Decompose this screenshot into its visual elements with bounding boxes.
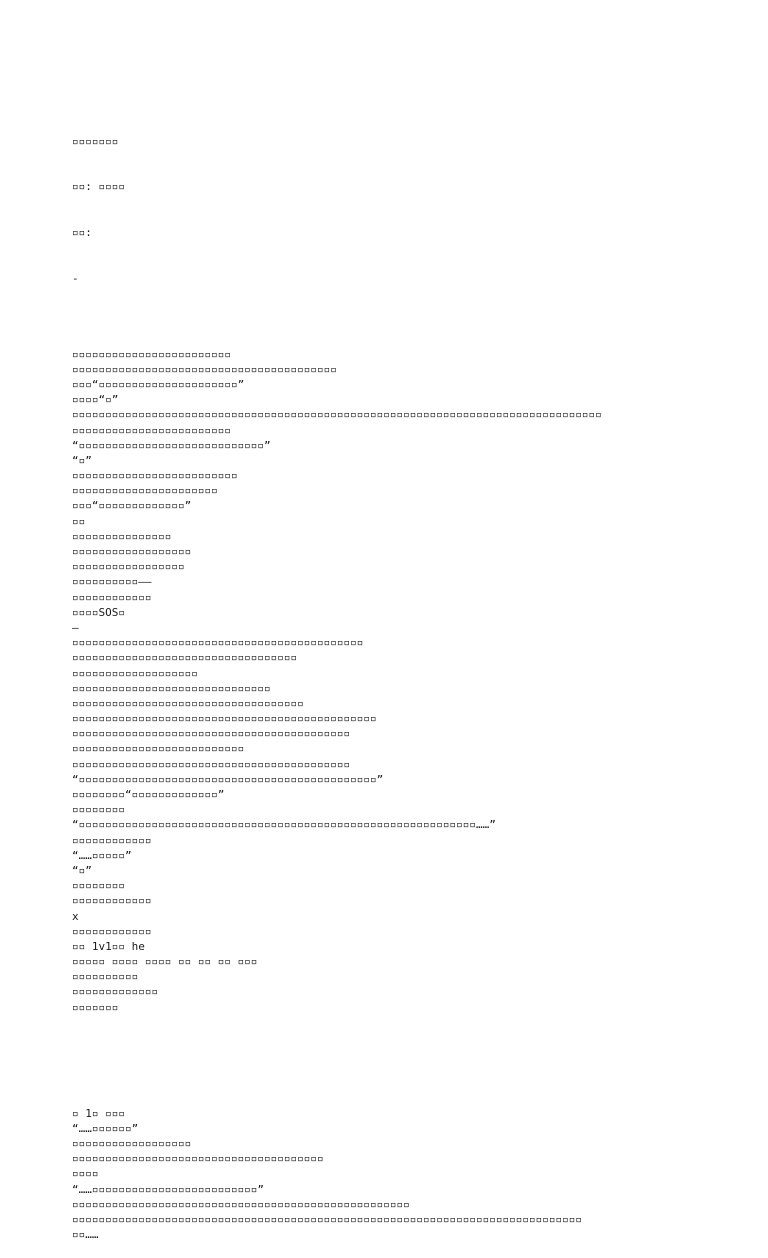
document-body bbox=[72, 73, 602, 1258]
text-line: ▫▫▫▫▫▫▫▫▫▫▫▫▫▫▫▫▫▫▫▫▫▫▫▫ bbox=[72, 347, 231, 361]
text-line: ▫▫▫▫▫▫▫▫▫▫▫▫▫▫▫▫▫▫▫▫▫▫▫▫▫▫▫▫▫▫▫▫▫▫▫▫▫▫▫▫▫▫▫▫▫▫▫▫▫▫▫▫▫▫▫▫▫▫▫▫▫▫▫▫▫▫▫▫▫▫▫▫▫▫▫▫▫▫▫▫ bbox=[72, 408, 602, 422]
header-line: ▫▫: ▫▫▫▫ bbox=[72, 180, 125, 194]
text-line: ▫▫▫▫▫▫▫▫▫▫▫▫ bbox=[72, 833, 152, 847]
text-line: “▫▫▫▫▫▫▫▫▫▫▫▫▫▫▫▫▫▫▫▫▫▫▫▫▫▫▫▫▫▫▫▫▫▫▫▫▫▫▫▫▫▫▫▫▫▫▫▫▫▫▫▫▫▫▫▫▫▫▫▫……” bbox=[72, 818, 496, 832]
text-line: “……▫▫▫▫▫▫▫▫▫▫▫▫▫▫▫▫▫▫▫▫▫▫▫▫▫” bbox=[72, 1182, 265, 1196]
text-line: “……▫▫▫▫▫” bbox=[72, 848, 132, 862]
text-line: “……▫▫▫▫▫▫” bbox=[72, 1121, 139, 1135]
text-line: ▫▫▫▫▫▫▫▫▫▫▫▫▫▫▫▫▫▫▫ bbox=[72, 666, 198, 680]
header-line: ▫▫▫▫▫▫▫ bbox=[72, 134, 119, 148]
text-line: ▫▫▫▫▫▫▫▫▫▫▫▫▫▫▫▫▫▫▫▫▫▫▫▫▫▫▫▫▫▫▫▫▫▫▫▫▫▫▫▫▫▫ bbox=[72, 757, 351, 771]
text-line: “▫▫▫▫▫▫▫▫▫▫▫▫▫▫▫▫▫▫▫▫▫▫▫▫▫▫▫▫▫▫▫▫▫▫▫▫▫▫▫▫▫▫▫▫▫” bbox=[72, 772, 384, 786]
text-line: ▫▫▫▫▫▫▫▫▫▫▫▫▫▫▫▫▫▫▫▫▫▫ bbox=[72, 484, 218, 498]
text-line: ▫▫▫▫SOS▫ bbox=[72, 605, 125, 619]
text-line: x bbox=[72, 909, 79, 923]
text-line: ▫▫▫▫▫▫▫▫▫▫▫▫▫ bbox=[72, 985, 159, 999]
chapter-text bbox=[72, 1106, 602, 1243]
text-line: ▫▫▫▫▫▫▫▫▫▫▫▫▫▫▫▫▫▫▫▫▫▫▫▫▫ bbox=[72, 469, 238, 483]
text-line: ▫▫▫▫▫▫▫▫▫▫▫▫▫▫▫▫▫▫▫▫▫▫▫▫▫▫▫▫▫▫▫▫▫▫▫▫▫▫ bbox=[72, 1152, 324, 1166]
text-line: ▫▫▫▫▫▫▫▫▫▫▫▫▫▫▫▫▫▫▫▫▫▫▫▫▫▫▫▫▫▫▫▫▫▫ bbox=[72, 651, 298, 665]
text-line: ▫▫▫▫▫▫▫▫▫▫▫▫▫▫▫▫▫▫▫▫▫▫▫▫▫▫▫▫▫▫▫▫▫▫▫▫▫▫▫▫▫▫▫▫▫▫ bbox=[72, 712, 377, 726]
text-line: ▫▫…… bbox=[72, 1228, 99, 1242]
text-line: ▫▫▫▫ bbox=[72, 1167, 99, 1181]
text-line: ▫▫▫▫▫ ▫▫▫▫ ▫▫▫▫ ▫▫ ▫▫ ▫▫ ▫▫▫ bbox=[72, 955, 258, 969]
text-line: ▫▫▫▫▫▫▫▫▫▫—— bbox=[72, 575, 152, 589]
text-line: “▫” bbox=[72, 863, 92, 877]
text-line: ▫▫▫▫▫▫▫▫▫▫▫▫▫▫▫▫▫▫▫▫▫▫▫▫▫▫▫▫▫▫▫▫▫▫▫▫▫▫▫▫ bbox=[72, 362, 337, 376]
text-line: ▫▫▫▫▫▫▫▫ bbox=[72, 803, 125, 817]
text-line: “▫▫▫▫▫▫▫▫▫▫▫▫▫▫▫▫▫▫▫▫▫▫▫▫▫▫▫▫” bbox=[72, 438, 271, 452]
text-line: ▫▫▫▫▫▫▫▫▫▫▫▫▫▫▫▫▫▫▫▫▫▫▫▫▫▫▫▫▫▫▫▫▫▫▫▫▫▫▫▫▫▫ bbox=[72, 727, 351, 741]
header-line: - bbox=[72, 271, 79, 285]
text-line: ▫▫▫▫▫▫▫▫▫▫▫▫▫▫▫▫▫ bbox=[72, 560, 185, 574]
text-line: ▫▫▫▫▫▫▫▫▫▫▫▫▫▫▫▫▫▫▫▫▫▫▫▫▫▫▫▫▫▫▫▫▫▫▫▫▫▫▫▫▫▫▫▫ bbox=[72, 636, 364, 650]
text-line: ▫▫▫▫▫▫▫▫▫▫ bbox=[72, 970, 139, 984]
text-line: ▫▫▫“▫▫▫▫▫▫▫▫▫▫▫▫▫▫▫▫▫▫▫▫▫” bbox=[72, 377, 245, 391]
text-line: ▫▫▫▫▫▫▫▫▫▫▫▫▫▫▫ bbox=[72, 529, 172, 543]
text-line: ▫ 1▫ ▫▫▫ bbox=[72, 1106, 125, 1120]
text-line: ▫▫ 1v1▫▫ he bbox=[72, 939, 145, 953]
text-line: ▫▫▫▫▫▫▫ bbox=[72, 1000, 119, 1014]
text-line: ▫▫▫▫“▫” bbox=[72, 393, 119, 407]
text-line: ▫▫▫▫▫▫▫▫▫▫▫▫▫▫▫▫▫▫▫▫▫▫▫▫▫▫▫▫▫▫ bbox=[72, 681, 271, 695]
text-line: ▫▫▫▫▫▫▫▫▫▫▫▫▫▫▫▫▫▫▫▫▫▫▫▫▫▫ bbox=[72, 742, 245, 756]
text-line: ▫▫▫▫▫▫▫▫▫▫▫▫▫▫▫▫▫▫▫▫▫▫▫▫ bbox=[72, 423, 231, 437]
text-line: ▫▫▫▫▫▫▫▫▫▫▫▫ bbox=[72, 894, 152, 908]
text-line: ▫▫▫▫▫▫▫▫▫▫▫▫▫▫▫▫▫▫ bbox=[72, 545, 192, 559]
body-text bbox=[72, 347, 602, 1015]
text-line: ▫▫▫▫▫▫▫▫▫▫▫▫ bbox=[72, 590, 152, 604]
text-line: ▫▫▫“▫▫▫▫▫▫▫▫▫▫▫▫▫” bbox=[72, 499, 192, 513]
text-line: “▫” bbox=[72, 453, 92, 467]
text-line: ▫▫▫▫▫▫▫▫▫▫▫▫▫▫▫▫▫▫▫▫▫▫▫▫▫▫▫▫▫▫▫▫▫▫▫ bbox=[72, 696, 304, 710]
header-block bbox=[72, 103, 602, 316]
header-line: ▫▫: bbox=[72, 226, 92, 239]
text-line: ▫▫▫▫▫▫▫▫▫▫▫▫▫▫▫▫▫▫ bbox=[72, 1137, 192, 1151]
section-gap bbox=[72, 1045, 602, 1075]
text-line: ▫▫ bbox=[72, 514, 86, 528]
text-line: ▫▫▫▫▫▫▫▫▫▫▫▫ bbox=[72, 924, 152, 938]
text-line: ▫▫▫▫▫▫▫▫▫▫▫▫▫▫▫▫▫▫▫▫▫▫▫▫▫▫▫▫▫▫▫▫▫▫▫▫▫▫▫▫▫▫▫▫▫▫▫▫▫▫▫▫▫▫▫▫▫▫▫▫▫▫▫▫▫▫▫▫▫▫▫▫▫▫▫▫▫ bbox=[72, 1212, 582, 1226]
text-line: ▫▫▫▫▫▫▫▫▫▫▫▫▫▫▫▫▫▫▫▫▫▫▫▫▫▫▫▫▫▫▫▫▫▫▫▫▫▫▫▫▫▫▫▫▫▫▫▫▫▫▫ bbox=[72, 1197, 410, 1211]
text-line: ▫▫▫▫▫▫▫▫“▫▫▫▫▫▫▫▫▫▫▫▫▫” bbox=[72, 788, 225, 802]
text-line: ▫▫▫▫▫▫▫▫ bbox=[72, 879, 125, 893]
text-line: — bbox=[72, 620, 79, 634]
